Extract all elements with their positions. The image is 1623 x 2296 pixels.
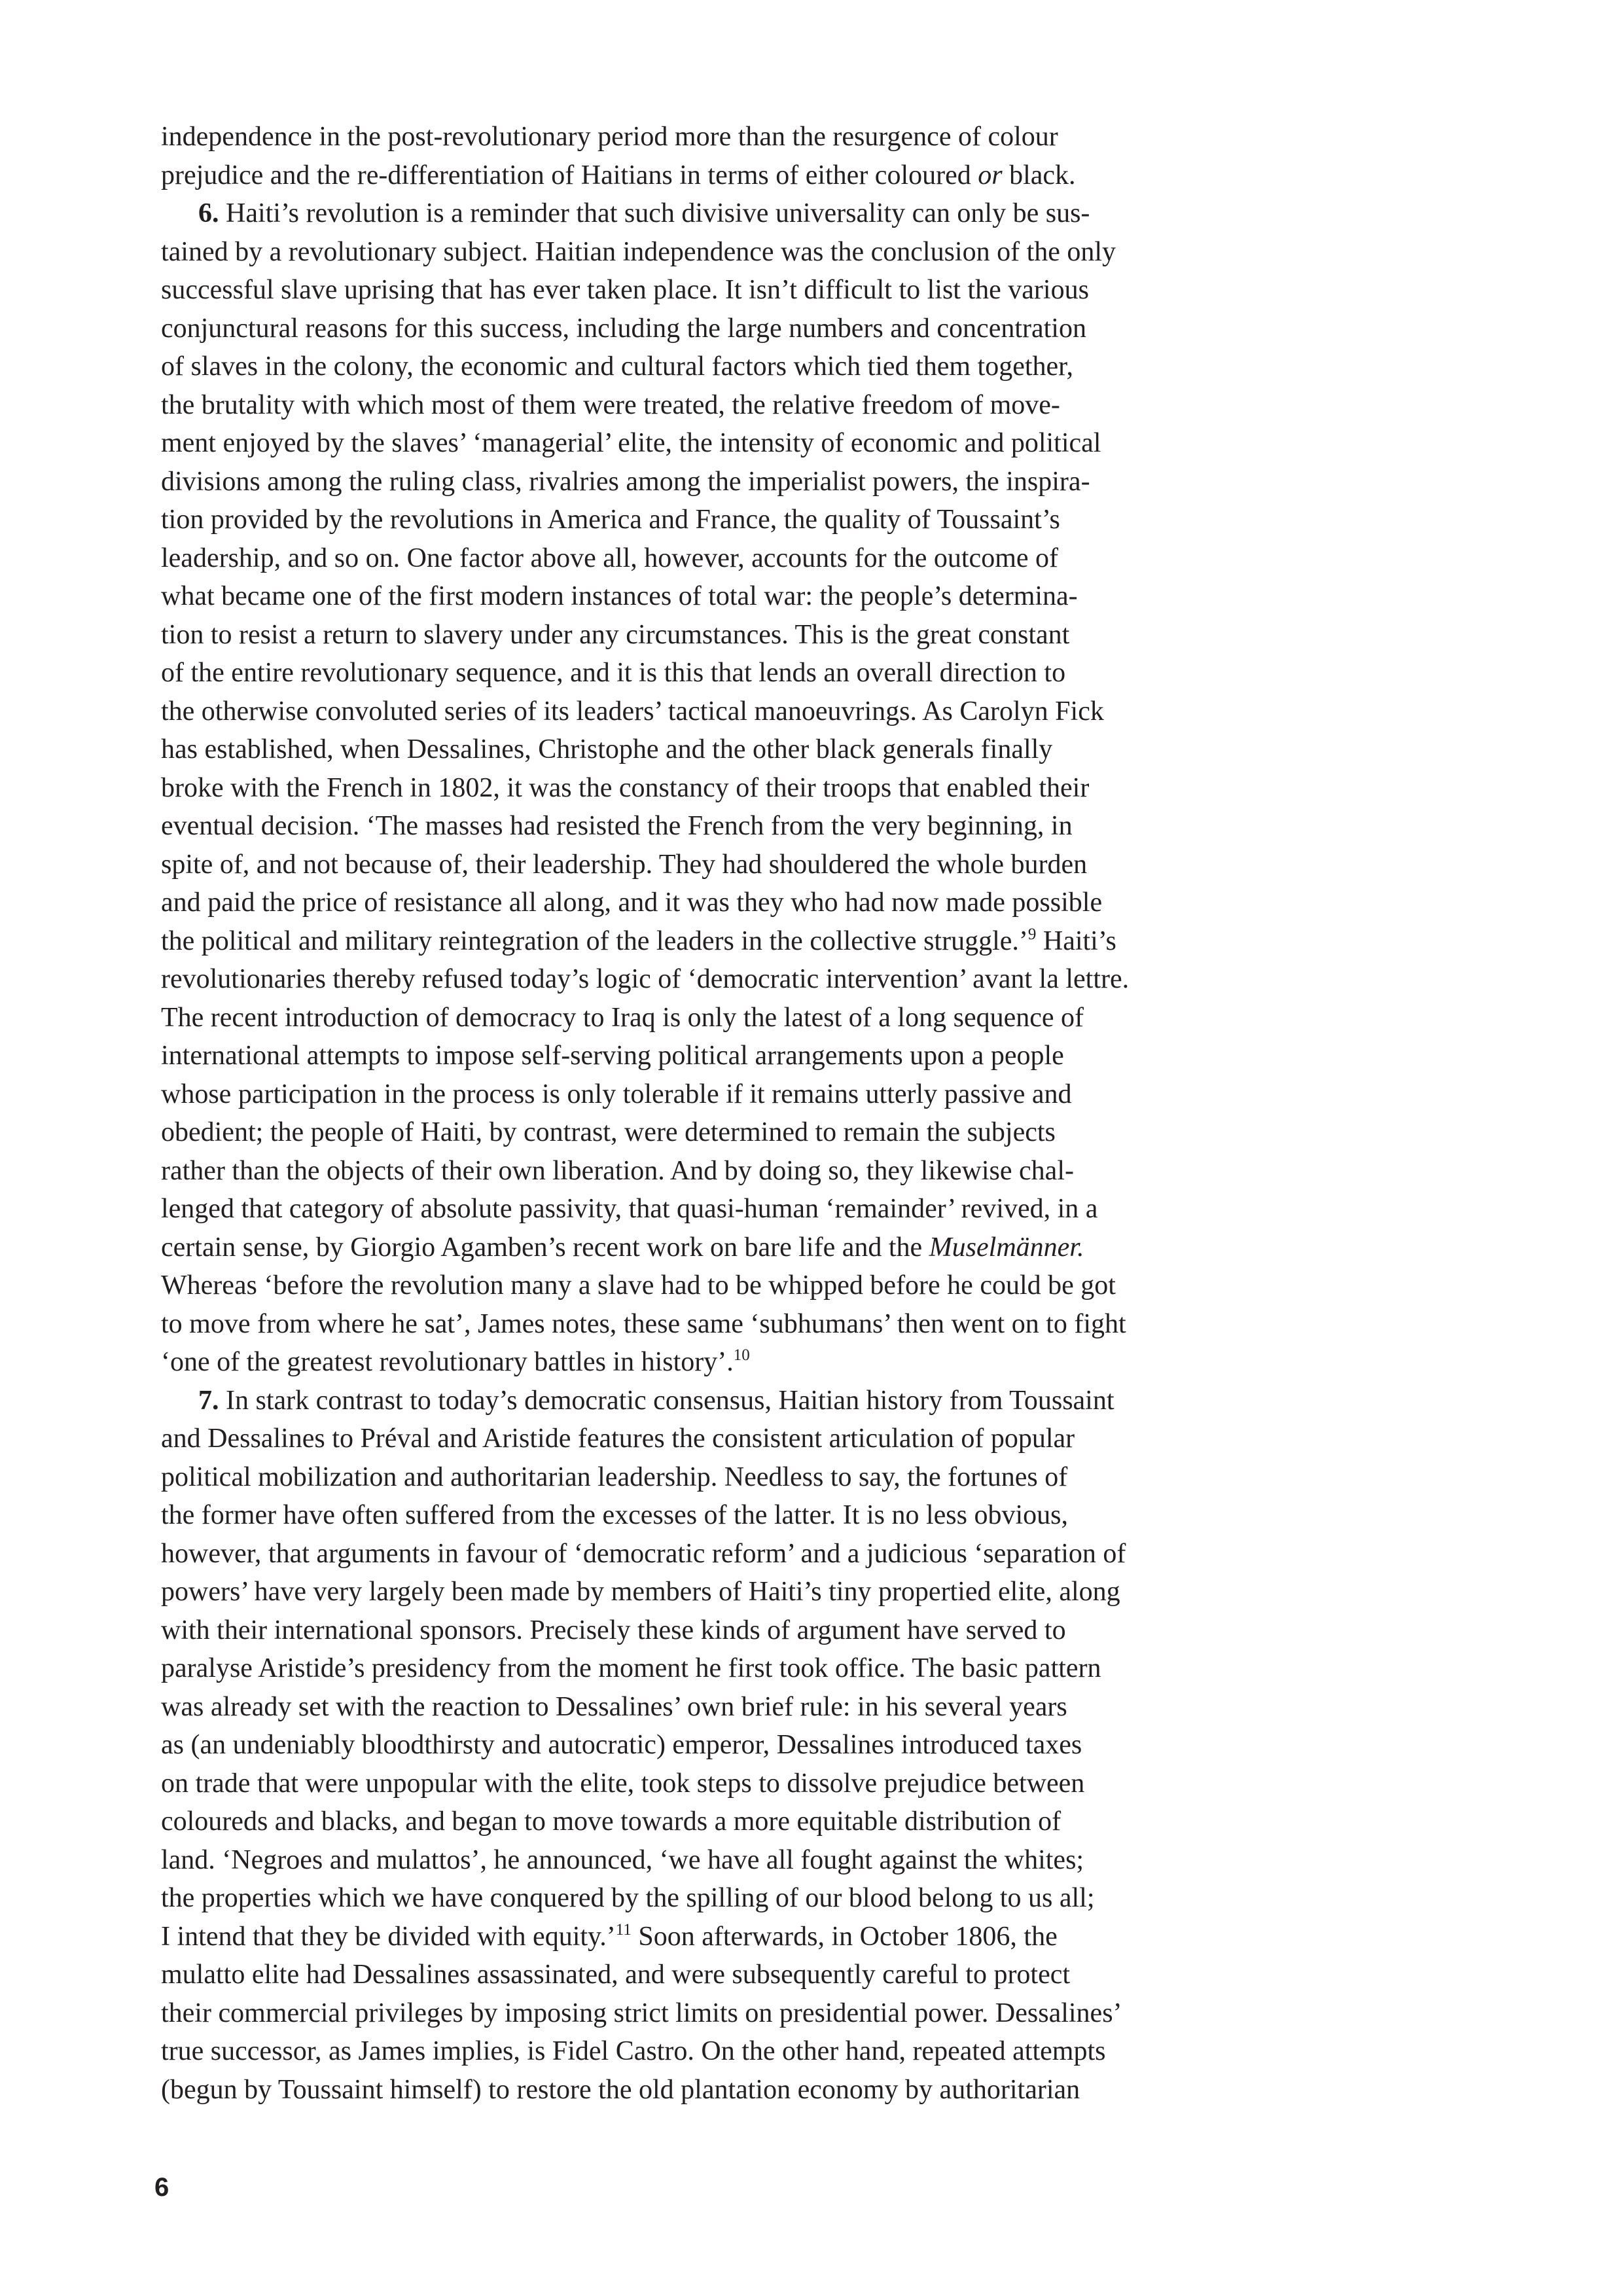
text-line <box>161 1152 1208 1191</box>
text-line <box>161 424 1208 463</box>
text-run: paralyse Aristide’s presidency from the moment he first took office. The basic pattern <box>161 1653 1101 1683</box>
text-run: leadership, and so on. One factor above all, however, accounts for the outcome of <box>161 543 1058 573</box>
text-run: of the entire revolutionary sequence, and it is this that lends an overall direction to <box>161 658 1066 688</box>
text-line <box>161 1343 1208 1382</box>
text-line <box>161 1994 1208 2033</box>
text-line <box>161 348 1208 386</box>
text-line <box>161 1956 1208 1994</box>
text-run: Soon afterwards, in October 1806, the <box>631 1921 1058 1952</box>
text-line <box>161 692 1208 731</box>
text-line <box>161 194 1208 233</box>
text-run: The recent introduction of democracy to Iraq is only the latest of a long sequence of <box>161 1002 1084 1033</box>
text-line <box>161 654 1208 692</box>
text-line <box>161 922 1208 961</box>
section-number: 7. <box>198 1385 219 1416</box>
text-line <box>161 577 1208 616</box>
text-run: eventual decision. ‘The masses had resisted the French from the very beginning, in <box>161 811 1073 841</box>
text-run: the properties which we have conquered by the spilling of our blood belong to us all; <box>161 1883 1095 1913</box>
text-run: rather than the objects of their own liberation. And by doing so, they likewise chal- <box>161 1155 1074 1186</box>
text-line <box>161 271 1208 310</box>
text-line <box>161 1075 1208 1114</box>
text-line <box>161 1765 1208 1803</box>
text-run: successful slave uprising that has ever taken place. It isn’t difficult to list the various <box>161 275 1089 305</box>
text-line <box>161 1688 1208 1727</box>
text-run: obedient; the people of Haiti, by contrast, were determined to remain the subjects <box>161 1117 1056 1147</box>
text-run: independence in the post-revolutionary period more than the resurgence of colour <box>161 122 1058 152</box>
text-run: conjunctural reasons for this success, including the large numbers and concentration <box>161 313 1086 344</box>
text-line <box>161 1037 1208 1075</box>
text-line <box>161 846 1208 884</box>
text-line <box>161 501 1208 539</box>
text-line <box>161 118 1208 156</box>
footnote-marker: 10 <box>733 1346 750 1364</box>
text-line <box>161 1229 1208 1267</box>
text-line <box>161 807 1208 846</box>
text-run: the brutality with which most of them were treated, the relative freedom of move- <box>161 389 1060 420</box>
text-line <box>161 1726 1208 1765</box>
text-line <box>161 999 1208 1037</box>
text-line <box>161 463 1208 501</box>
text-line <box>161 1611 1208 1650</box>
footnote-marker: 11 <box>615 1920 632 1939</box>
text-run: powers’ have very largely been made by members of Haiti’s tiny propertied elite, along <box>161 1577 1120 1607</box>
text-run: their commercial privileges by imposing strict limits on presidential power. Dessalines’ <box>161 1998 1122 2028</box>
text-line <box>161 1420 1208 1458</box>
section-number: 6. <box>198 198 219 228</box>
italic-text: or <box>978 160 1003 190</box>
text-run: broke with the French in 1802, it was the constancy of their troops that enabled their <box>161 772 1090 803</box>
text-run: political mobilization and authoritarian leadership. Needless to say, the fortunes of <box>161 1462 1068 1492</box>
text-run: mulatto elite had Dessalines assassinated, and were subsequently careful to protect <box>161 1960 1071 1990</box>
text-line <box>161 1190 1208 1229</box>
text-run: revolutionaries thereby refused today’s logic of ‘democratic intervention’ avant la lettre. <box>161 964 1130 994</box>
text-run: has established, when Dessalines, Christophe and the other black generals finally <box>161 734 1053 764</box>
text-run: tion to resist a return to slavery under any circumstances. This is the great constant <box>161 619 1070 650</box>
text-line <box>161 156 1208 195</box>
text-line <box>161 884 1208 922</box>
text-run: (begun by Toussaint himself) to restore the old plantation economy by authoritarian <box>161 2074 1080 2105</box>
text-run: true successor, as James implies, is Fidel Castro. On the other hand, repeated attempts <box>161 2036 1106 2066</box>
text-run: whose participation in the process is only tolerable if it remains utterly passive and <box>161 1079 1072 1109</box>
text-run: was already set with the reaction to Dessalines’ own brief rule: in his several years <box>161 1691 1067 1722</box>
text-line <box>161 233 1208 272</box>
text-run: Haiti’s revolution is a reminder that such divisive universality can only be sus- <box>219 198 1090 228</box>
text-line <box>161 1305 1208 1344</box>
text-run: on trade that were unpopular with the elite, took steps to dissolve prejudice between <box>161 1768 1085 1799</box>
text-line <box>161 1535 1208 1573</box>
text-run: and paid the price of resistance all along, and it was they who had now made possible <box>161 888 1103 918</box>
text-line <box>161 310 1208 348</box>
text-run: international attempts to impose self-serving political arrangements upon a people <box>161 1041 1064 1071</box>
text-line <box>161 1841 1208 1880</box>
text-run: what became one of the first modern instances of total war: the people’s determina- <box>161 581 1078 611</box>
text-run: as (an undeniably bloodthirsty and autocratic) emperor, Dessalines introduced taxes <box>161 1730 1082 1760</box>
text-line <box>161 1573 1208 1611</box>
text-run: lenged that category of absolute passivity, that quasi-human ‘remainder’ revived, in a <box>161 1194 1098 1224</box>
text-run: Haiti’s <box>1036 925 1116 956</box>
text-line <box>161 730 1208 769</box>
footnote-marker: 9 <box>1027 925 1037 943</box>
text-run: Whereas ‘before the revolution many a slave had to be whipped before he could be got <box>161 1270 1116 1300</box>
text-run: In stark contrast to today’s democratic consensus, Haitian history from Toussaint <box>219 1385 1115 1416</box>
text-line <box>161 2032 1208 2071</box>
text-run: the otherwise convoluted series of its leaders’ tactical manoeuvrings. As Carolyn Fick <box>161 696 1104 726</box>
text-line <box>161 386 1208 425</box>
text-line <box>161 2071 1208 2109</box>
italic-text: Muselmänner. <box>929 1232 1084 1263</box>
body-text <box>161 118 1208 2109</box>
text-run: however, that arguments in favour of ‘democratic reform’ and a judicious ‘separation of <box>161 1538 1126 1569</box>
text-run: of slaves in the colony, the economic and cultural factors which tied them together, <box>161 351 1073 382</box>
text-run: prejudice and the re-differentiation of Haitians in terms of either coloured <box>161 160 978 190</box>
text-line <box>161 1803 1208 1841</box>
text-run: divisions among the ruling class, rivalries among the imperialist powers, the inspira- <box>161 466 1090 497</box>
text-run: certain sense, by Giorgio Agamben’s recent work on bare life and the <box>161 1232 929 1263</box>
text-run: tained by a revolutionary subject. Haitian independence was the conclusion of the only <box>161 236 1116 267</box>
text-line <box>161 1496 1208 1535</box>
text-run: to move from where he sat’, James notes, these same ‘subhumans’ then went on to fight <box>161 1308 1126 1339</box>
text-run: I intend that they be divided with equity.’ <box>161 1921 616 1952</box>
text-run: ment enjoyed by the slaves’ ‘managerial’ elite, the intensity of economic and political <box>161 428 1101 458</box>
page-number: 6 <box>154 2173 169 2202</box>
text-run: the former have often suffered from the excesses of the latter. It is no less obvious, <box>161 1500 1068 1530</box>
text-line <box>161 960 1208 999</box>
text-line <box>161 1918 1208 1956</box>
text-run: tion provided by the revolutions in America and France, the quality of Toussaint’s <box>161 505 1060 535</box>
text-run: spite of, and not because of, their leadership. They had shouldered the whole burden <box>161 849 1088 880</box>
text-run: land. ‘Negroes and mulattos’, he announced, ‘we have all fought against the whites; <box>161 1844 1084 1875</box>
text-run: the political and military reintegration of the leaders in the collective struggle.’ <box>161 925 1028 956</box>
text-run: ‘one of the greatest revolutionary battles in history’. <box>161 1347 734 1377</box>
text-line <box>161 1879 1208 1918</box>
text-line <box>161 1649 1208 1688</box>
text-line <box>161 1113 1208 1152</box>
text-line <box>161 769 1208 808</box>
text-line <box>161 1382 1208 1420</box>
text-line <box>161 539 1208 578</box>
text-line <box>161 1266 1208 1305</box>
text-run: black. <box>1002 160 1076 190</box>
text-line <box>161 1458 1208 1497</box>
text-line <box>161 616 1208 655</box>
text-run: with their international sponsors. Precisely these kinds of argument have served to <box>161 1615 1066 1645</box>
text-run: coloureds and blacks, and began to move towards a more equitable distribution of <box>161 1806 1061 1837</box>
text-run: and Dessalines to Préval and Aristide features the consistent articulation of popular <box>161 1424 1075 1454</box>
